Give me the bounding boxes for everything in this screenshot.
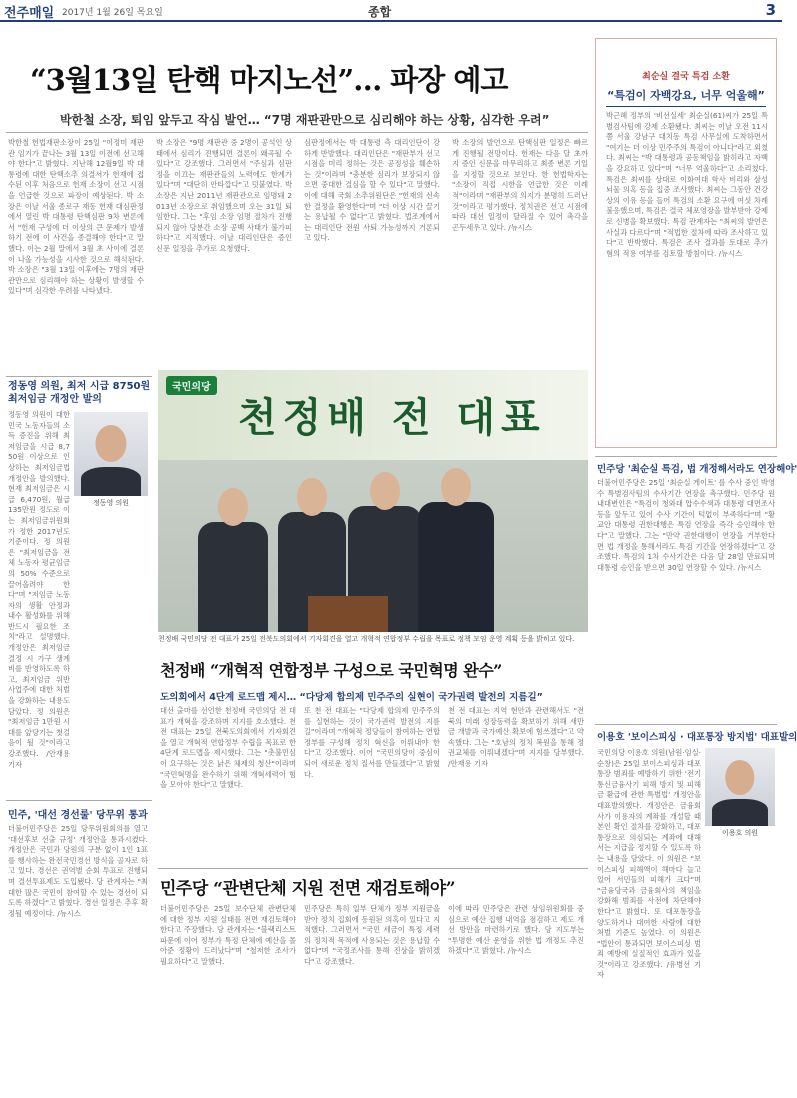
lead-col-4: 박 소장의 발언으로 탄핵심판 일정은 빠르게 진행될 전망이다. 헌재는 다음 달 초까지 증인 신문을 마무리하고 최종 변론 기일을 지정할 것으로 보인다. 한 헌법학자는 "소장이 직접 시한을 언급한 것은 이례적"이라며 "재판부의 의지가 분명히 드러난 것"이라고 평가했다. 정치권은 선고 시점에 따라 대선 일정이 달라질 수 있어 촉각을 곤두세우고 있다. /뉴시스 [452,138,588,232]
box-body: 박근혜 정부의 '비선실세' 최순실(61)씨가 25일 특별검사팀에 강제 소환됐다. 최씨는 이날 오전 11시쯤 서울 강남구 대치동 특검 사무실에 도착하면서 "여기는 더 이상 민주주의 특검이 아니다"라고 외쳤다. 최씨는 "박 대통령과 공동책임을 밝히라고 자백을 강요하고 있다"며 "너무 억울하다"고 소리쳤다. 특검은 최씨를 상대로 이화여대 학사 비리와 삼성 뇌물 의혹 등을 집중 조사했다. 최씨는 그동안 건강상의 이유 등을 들어 특검의 소환 요구에 여섯 차례 불응했으며, 특검은 결국 체포영장을 발부받아 강제로 신병을 확보했다. 특검 관계자는 "최씨의 발언은 사실과 다르다"며 "적법한 절차에 따라 조사하고 있다"고 반박했다. 특검은 조사 결과를 토대로 추가 혐의 적용 여부를 검토할 방침이다. /뉴시스 [606,111,768,258]
chun-col-3: 천 전 대표는 지역 현안과 관련해서도 "전북의 미래 성장동력을 확보하기 위해 새만금 개발과 국가예산 확보에 힘쓰겠다"고 약속했다. 그는 "호남의 정치 복원을 통해 정권교체를 이뤄내겠다"며 지지를 당부했다. /안재용 기자 [448,706,584,768]
main-photo [158,370,588,632]
chun-subhead: 도의회에서 4단계 로드맵 제시… “다당제 합의제 민주주의 실현이 국가권력 발전의 지름길” [160,692,543,703]
chung-photo-caption: 정동영 의원 [92,499,130,507]
newspaper-brand: 전주매일 [4,6,55,21]
person-4 [418,502,494,632]
issue-date: 2017년 1월 26일 목요일 [62,8,163,18]
convention-divider [6,800,152,801]
lee-divider [595,724,777,725]
extension-body: 더불어민주당은 25일 '최순실 게이트' 를 수사 중인 박영수 특별검사팀의 수사기간 연장을 촉구했다. 민주당 원내대변인은 "특검이 청와대 압수수색과 대통령 대면조사 등을 앞두고 있어 수사 기간이 턱없이 부족하다"며 "황교안 대통령 권한대행은 특검 연장을 즉각 승인해야 한다"고 말했다. 그는 "만약 권한대행이 연장을 거부한다면 법 개정을 통해서라도 특검 기간을 연장하겠다"고 강조했다. 특검의 1차 수사기간은 다음 달 28일 만료되며 대통령 승인을 받으면 30일 연장할 수 있다. /뉴시스 [597,478,775,572]
ngo-divider [158,868,588,869]
box-kicker: 최순실 결국 특검 소환 [642,72,730,82]
chung-section-head: 정동영 의원, 최저 시급 8750원 최저임금 개정안 발의 [8,381,151,405]
convention-body: 더불어민주당은 25일 당무위원회의를 열고 '대선후보 선출 규정' 개정안을 통과시켰다. 개정안은 국민과 당원의 구분 없이 1인 1표를 행사하는 완전국민경선 방식을 골자로 하고 있다. 경선은 권역별 순회 투표로 진행되며 결선투표제도 도입됐다. 당 관계자는 "최대한 많은 국민이 참여할 수 있는 경선이 되도록 하겠다"고 밝혔다. 경선 일정은 추후 확정될 예정이다. /뉴시스 [8,824,148,918]
page-number: 3 [765,1,776,19]
photo-caption: 천정배 국민의당 전 대표가 25일 전북도의회에서 기자회견을 열고 개혁적 연합정부 수립을 목표로 정책 모임 운영 계획 등을 밝히고 있다. [158,635,575,643]
press-banner [158,370,588,460]
chung-body: 정동영 의원이 대한민국 노동자들의 소득 증진을 위해 최저임금을 시급 8,750원 이상으로 인상하는 최저임금법 개정안을 발의했다. 현재 최저임금은 시급 6,470원, 월급 135만원 정도로 이는 최저임금위원회가 정한 2017년도 기준이다. 정 의원은 "최저임금을 전체 노동자 평균임금의 50% 수준으로 끌어올려야 한다"며 "저임금 노동자의 생활 안정과 내수 활성화를 위해 반드시 필요한 조치"라고 설명했다. 개정안은 최저임금 결정 시 가구 생계비를 반영하도록 하고, 최저임금 위반 사업주에 대한 처벌을 강화하는 내용도 담았다. 정 의원은 "최저임금 1만원 시대를 앞당기는 첫걸음이 될 것"이라고 강조했다. /안재용 기자 [8,410,70,769]
face-shape [95,425,126,462]
lead-col-1: 박한철 헌법재판소장이 25일 "이정미 재판관 임기가 끝나는 3월 13일 이전에 선고해야 한다"고 밝혔다. 지난해 12월9일 박 대통령에 대한 탄핵소추 의결서가 헌재에 접수된 이후 처음으로 헌재 소장이 선고 시점을 언급한 것으로 파장이 예상된다. 박 소장은 이날 서울 종로구 재동 헌재 대심판정에서 열린 박 대통령 탄핵심판 9차 변론에서 "헌재 구성에 더 이상의 큰 문제가 발생하기 전에 이 사건을 종결해야 한다"고 말했다. 이는 2월 말에서 3월 초 사이에 결론이 나올 가능성을 시사한 것으로 해석된다. 박 소장은 "3월 13일 이후에는 7명의 재판관만으로 심리해야 하는 상황이 발생할 수 있다"며 심각한 우려를 나타냈다. [8,138,144,296]
face-shape [725,760,754,794]
suit-shape [712,799,768,826]
chung-divider [6,376,152,377]
lead-divider [6,132,588,133]
convention-section-head: 민주, '대선 경선룰' 당무위 통과 [8,810,148,821]
lead-col-3: 심판정에서는 박 대통령 측 대리인단이 강하게 반발했다. 대리인단은 "재판부가 선고 시점을 미리 정하는 것은 공정성을 훼손하는 것"이라며 "충분한 심리가 보장되지 않으면 중대한 결심을 할 수 있다"고 말했다. 이에 대해 국회 소추위원단은 "헌재의 신속한 결정을 환영한다"며 "더 이상 시간 끌기는 용납될 수 없다"고 밝혔다. 법조계에서는 대리인단 전원 사퇴 가능성까지 거론되고 있다. [304,138,440,243]
banner-text: 천정배 전 대표 [238,395,546,441]
podium [308,596,388,632]
extension-divider [595,456,777,457]
lee-body: 국민의당 이용호 의원(남원·임실·순창)은 25일 보이스피싱과 대포통장 범죄를 예방하기 위한 '전기통신금융사기 피해 방지 및 피해금 환급에 관한 특별법' 개정안을 대표발의했다. 개정안은 금융회사가 이용자의 계좌를 개설할 때 본인 확인 절차를 강화하고, 대포통장으로 의심되는 계좌에 대해서는 지급을 정지할 수 있도록 하는 내용을 담았다. 이 의원은 "보이스피싱 피해액이 해마다 늘고 있어 서민들의 피해가 크다"며 "금융당국과 금융회사의 책임을 강화해 범죄를 사전에 차단해야 한다"고 밝혔다. 또 대포통장을 양도하거나 대여한 사람에 대한 처벌 기준도 높였다. 이 의원은 "법안이 통과되면 보이스피싱 범죄 예방에 실질적인 효과가 있을 것"이라고 강조했다. /유병선 기자 [597,748,701,980]
person-1 [198,522,268,632]
lead-subtitle: 박한철 소장, 퇴임 앞두고 작심 발언… “7명 재판관만으로 심리해야 하는 상황, 심각한 우려” [60,113,550,127]
box-headline: “특검이 자백강요, 너무 억울해” [606,87,766,107]
suit-shape [81,467,140,496]
extension-section-head: 민주당 '최순실 특검, 법 개정해서라도 연장해야' [597,464,797,475]
chun-col-1: 대선 출마를 선언한 천정배 국민의당 전 대표가 개혁을 강조하며 지지를 호소했다. 천 전 대표는 25일 전북도의회에서 기자회견을 열고 개혁적 연합정부 수립을 목표로 한 4단계 로드맵을 제시했다. 그는 "촛불민심이 요구하는 것은 낡은 체제의 청산"이라며 "국민혁명을 완수하기 위해 개혁세력이 힘을 모아야 한다"고 말했다. [160,706,296,790]
party-logo: 국민의당 [166,376,217,395]
chung-photo [74,412,148,496]
section-label: 종합 [368,5,392,19]
ngo-col-1: 더불어민주당은 25일 보수단체 관변단체에 대한 정부 지원 실태를 전면 재검토해야 한다고 주장했다. 당 관계자는 "블랙리스트 파문에 이어 정부가 특정 단체에 예산을 몰아준 정황이 드러났다"며 "철저한 조사가 필요하다"고 말했다. [160,904,296,966]
lee-photo-caption: 이용호 의원 [721,829,759,837]
chun-headline: 천정배 “개혁적 연합정부 구성으로 국민혁명 완수” [160,661,502,680]
lee-section-head: 이용호 '보이스피싱 · 대포통장 방지법' 대표발의 [597,732,797,743]
chun-col-2: 또 천 전 대표는 "다당제 합의제 민주주의를 실현하는 것이 국가권력 발전의 지름길"이라며 "개혁적 정당들이 참여하는 연합정부를 구성해 정치 혁신을 이뤄내야 한다"고 강조했다. 이어 "국민의당이 중심이 되어 새로운 정치 질서를 만들겠다"고 밝혔다. [304,706,440,779]
lead-col-2: 박 소장은 "9명 재판관 중 2명이 공석인 상태에서 심리가 진행되면 결론이 왜곡될 수 있다"고 강조했다. 그러면서 "주심과 심판정을 이끄는 재판관들의 노력에도 한계가 있다"며 "대단히 안타깝다"고 덧붙였다. 박 소장은 지난 2011년 재판관으로 임명돼 2013년 소장으로 취임했으며 오는 31일 퇴임한다. 그는 "후임 소장 임명 절차가 진행되지 않아 당분간 소장 공백 사태가 불가피하다"고 지적했다. 이날 대리인단은 증인 신문 일정을 추가로 요청했다. [156,138,292,253]
lead-headline: “3월13일 탄핵 마지노선”… 파장 예고 [30,63,508,97]
ngo-headline: 민주당 “관변단체 지원 전면 재검토해야” [160,879,455,899]
special-prosecutor-box [595,38,777,448]
ngo-col-3: 이에 따라 민주당은 관련 상임위원회를 중심으로 예산 집행 내역을 점검하고 제도 개선 방안을 마련하기로 했다. 당 지도부는 "투명한 예산 운영을 위한 법 개정도 추진하겠다"고 밝혔다. /뉴시스 [448,904,584,956]
lee-photo [705,748,775,826]
ngo-col-2: 민주당은 특히 일부 단체가 정부 지원금을 받아 정치 집회에 동원된 의혹이 있다고 지적했다. 그러면서 "국민 세금이 특정 세력의 정치적 목적에 사용되는 것은 용납할 수 없다"며 "국정조사를 통해 진상을 밝히겠다"고 강조했다. [304,904,440,966]
